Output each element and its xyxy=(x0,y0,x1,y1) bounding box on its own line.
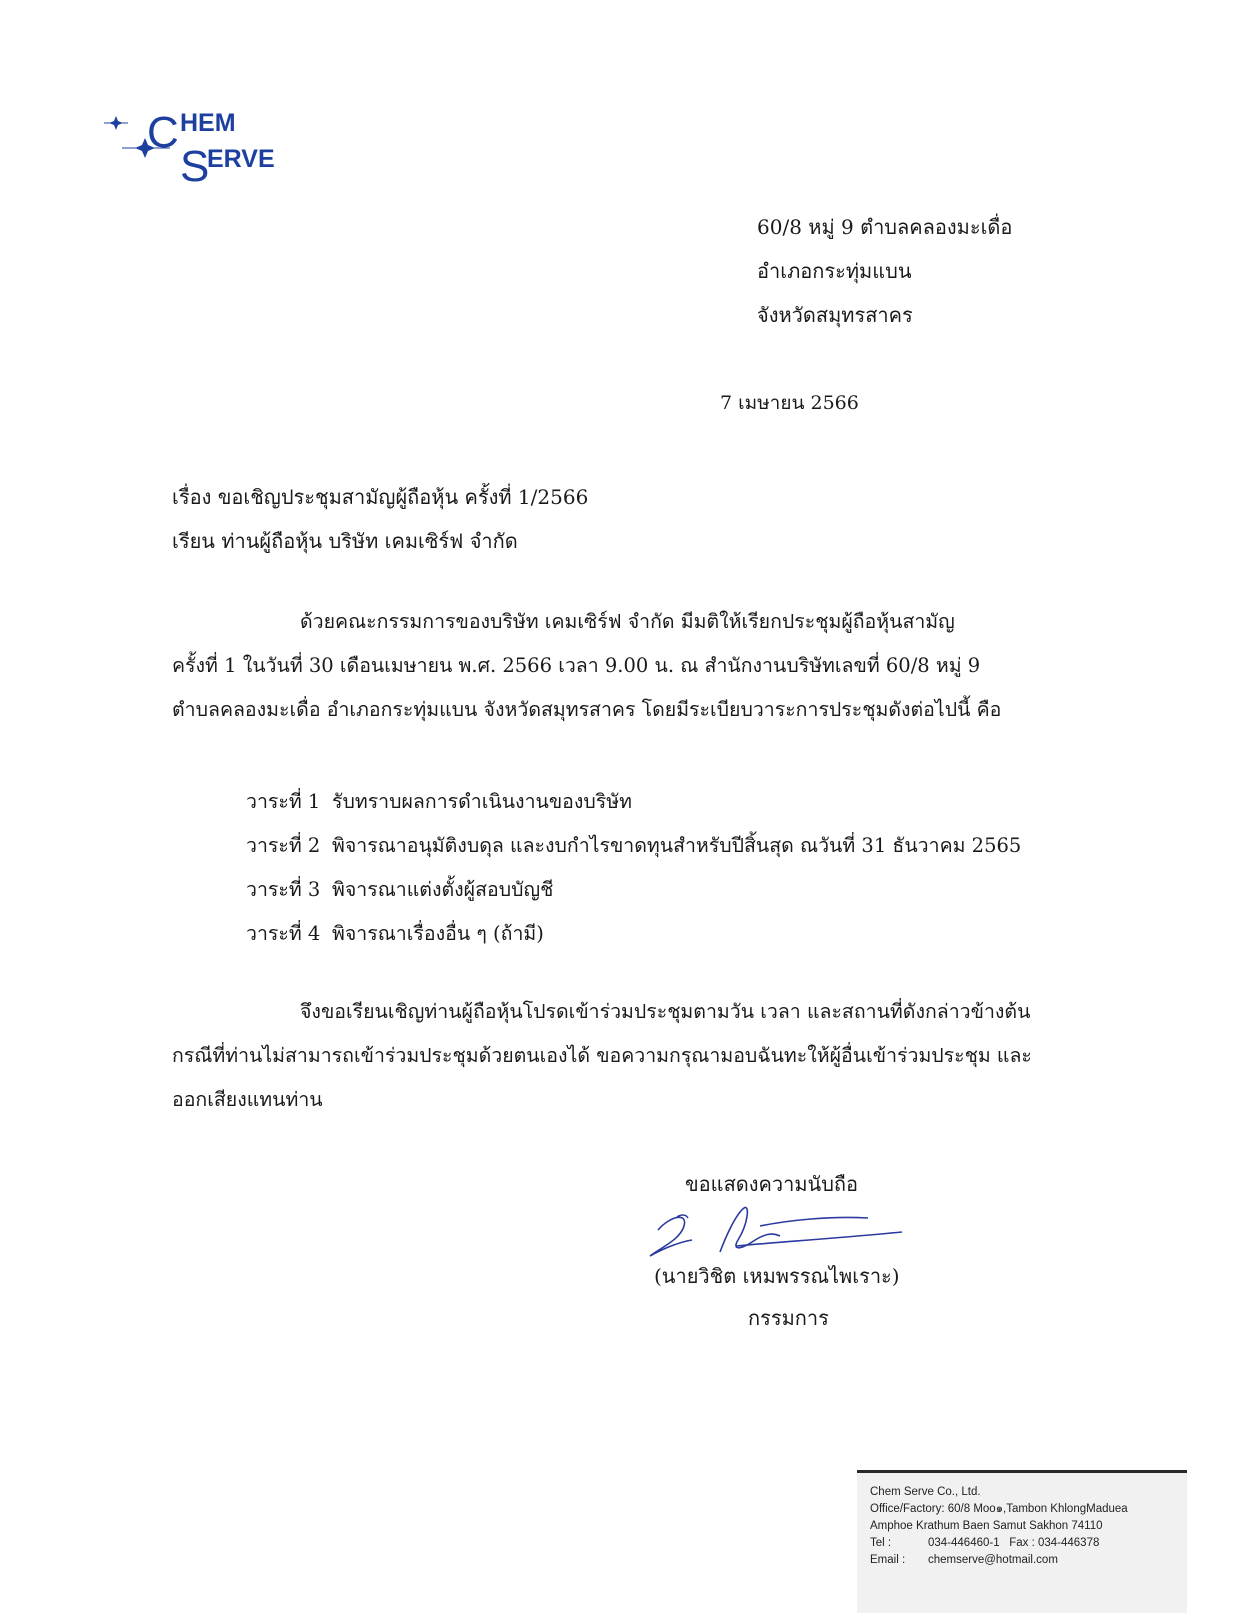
footer-company: Chem Serve Co., Ltd. xyxy=(870,1486,981,1498)
company-footer xyxy=(870,1484,1128,1569)
signatory-title: กรรมการ xyxy=(748,1306,829,1330)
agenda-item xyxy=(246,824,1021,868)
footer-email: chemserve@hotmail.com xyxy=(928,1554,1058,1566)
footer-office: Office/Factory: 60/8 Moo๑,Tambon KhlongMaduea xyxy=(870,1503,1128,1515)
paragraph-line: ออกเสียงแทนท่าน xyxy=(172,1088,323,1111)
logo-initial-s: S xyxy=(180,142,210,191)
footer-phone-row xyxy=(870,1535,1128,1552)
handwritten-signature xyxy=(640,1196,910,1266)
sender-address xyxy=(757,205,1012,337)
agenda-item xyxy=(246,780,1021,824)
agenda-number: วาระที่ 1 xyxy=(246,790,321,813)
agenda-item xyxy=(246,868,1021,912)
signature-icon xyxy=(640,1196,910,1266)
footer-amphoe: Amphoe Krathum Baen Samut Sakhon 74110 xyxy=(870,1520,1103,1532)
subject-line: เรื่อง ขอเชิญประชุมสามัญผู้ถือหุ้น ครั้งที่ 1/2566 xyxy=(172,485,589,509)
company-logo xyxy=(100,95,300,195)
address-line: 60/8 หมู่ 9 ตำบลคลองมะเดื่อ xyxy=(757,215,1013,239)
paragraph-line: ครั้งที่ 1 ในวันที่ 30 เดือนเมษายน พ.ศ. 2566 เวลา 9.00 น. ณ สำนักงานบริษัทเลขที่ 60/8 หมู่ 9 xyxy=(172,654,981,677)
agenda-list xyxy=(246,780,1021,956)
body-paragraph-2 xyxy=(172,990,1072,1122)
signatory-name: (นายวิชิต เหมพรรณไพเราะ) xyxy=(654,1264,900,1288)
closing-phrase: ขอแสดงความนับถือ xyxy=(685,1172,859,1196)
agenda-text: พิจารณาแต่งตั้งผู้สอบบัญชี xyxy=(332,878,554,901)
address-line: อำเภอกระทุ่มแบน xyxy=(757,259,912,283)
agenda-number: วาระที่ 2 xyxy=(246,834,321,857)
footer-email-label: Email : xyxy=(870,1554,906,1566)
body-paragraph-1 xyxy=(172,600,1072,732)
address-line: จังหวัดสมุทรสาคร xyxy=(757,303,913,327)
logo-line1: HEM xyxy=(180,109,236,137)
agenda-text: รับทราบผลการดำเนินงานของบริษัท xyxy=(332,790,632,813)
footer-tel: 034-446460-1 xyxy=(928,1537,1000,1549)
letter-header xyxy=(172,475,588,563)
logo-line2: ERVE xyxy=(207,145,275,173)
footer-email-row xyxy=(870,1552,1128,1569)
recipient-line: เรียน ท่านผู้ถือหุ้น บริษัท เคมเซิร์ฟ จำกัด xyxy=(172,529,518,553)
paragraph-line: ตำบลคลองมะเดื่อ อำเภอกระทุ่มแบน จังหวัดสมุทรสาคร โดยมีระเบียบวาระการประชุมดังต่อไปนี้ คือ xyxy=(172,698,1002,721)
footer-fax: Fax : 034-446378 xyxy=(1009,1537,1100,1549)
agenda-number: วาระที่ 4 xyxy=(246,922,321,945)
paragraph-line: กรณีที่ท่านไม่สามารถเข้าร่วมประชุมด้วยตนเองได้ ขอความกรุณามอบฉันทะให้ผู้อื่นเข้าร่วมประชุม และ xyxy=(172,1044,1032,1067)
agenda-number: วาระที่ 3 xyxy=(246,878,321,901)
footer-tel-label: Tel : xyxy=(870,1537,892,1549)
letter-date: 7 เมษายน 2566 xyxy=(720,392,859,414)
agenda-item xyxy=(246,912,1021,956)
chem-serve-logo-icon xyxy=(100,95,300,195)
logo-initial-c: C xyxy=(147,108,179,157)
agenda-text: พิจารณาอนุมัติงบดุล และงบกำไรขาดทุนสำหรับปีสิ้นสุด ณวันที่ 31 ธันวาคม 2565 xyxy=(332,834,1022,857)
paragraph-line: ด้วยคณะกรรมการของบริษัท เคมเซิร์ฟ จำกัด มีมติให้เรียกประชุมผู้ถือหุ้นสามัญ xyxy=(300,610,955,633)
paragraph-line: จึงขอเรียนเชิญท่านผู้ถือหุ้นโปรดเข้าร่วมประชุมตามวัน เวลา และสถานที่ดังกล่าวข้างต้น xyxy=(300,1000,1031,1023)
agenda-text: พิจารณาเรื่องอื่น ๆ (ถ้ามี) xyxy=(332,922,544,945)
